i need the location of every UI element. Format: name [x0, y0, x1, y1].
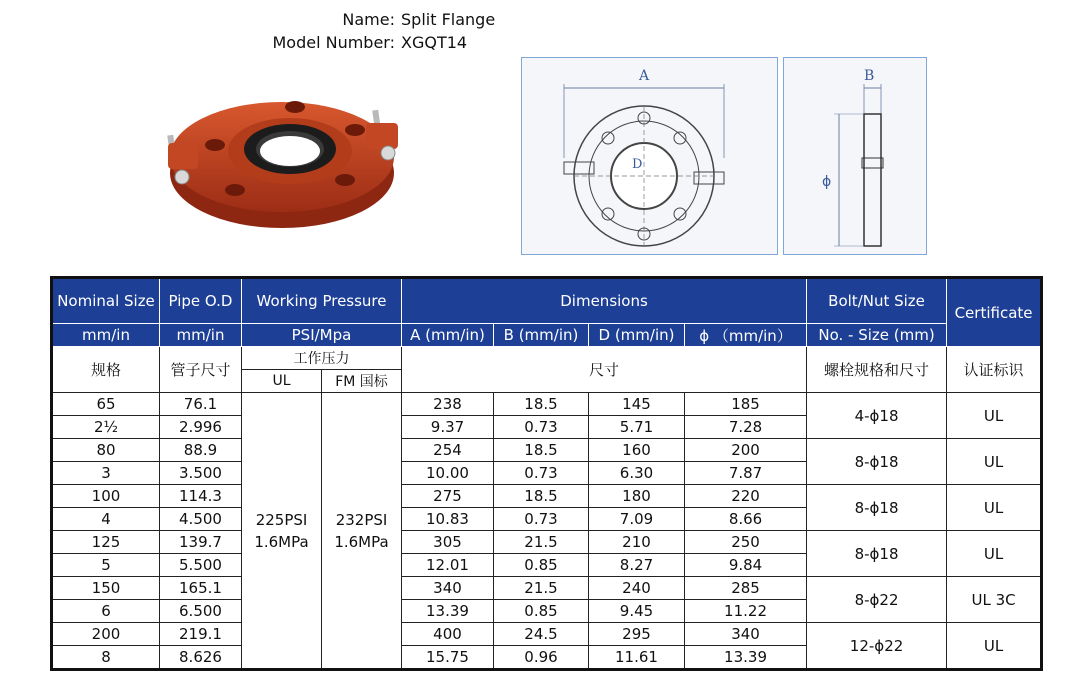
- size-mm: 125: [52, 531, 160, 554]
- od-mm: 114.3: [160, 485, 242, 508]
- size-in: 6: [52, 600, 160, 623]
- table-row: [52, 393, 1042, 416]
- header-pipe-od: Pipe O.D: [160, 278, 242, 324]
- a-mm: 305: [402, 531, 494, 554]
- side-view-svg: [784, 58, 926, 254]
- b-in: 0.85: [494, 600, 589, 623]
- a-mm: 238: [402, 393, 494, 416]
- product-info: [260, 8, 495, 54]
- size-mm: 80: [52, 439, 160, 462]
- bolt-size: 8-ϕ22: [807, 577, 947, 623]
- a-in: 15.75: [402, 646, 494, 670]
- d-mm: 160: [589, 439, 685, 462]
- a-mm: 400: [402, 623, 494, 646]
- size-in: 8: [52, 646, 160, 670]
- unit-nominal: mm/in: [52, 324, 160, 347]
- dimension-d-label: D: [632, 157, 643, 172]
- header-bolt-nut-size: Bolt/Nut Size: [807, 278, 947, 324]
- d-mm: 180: [589, 485, 685, 508]
- d-in: 5.71: [589, 416, 685, 439]
- size-mm: 150: [52, 577, 160, 600]
- unit-a: A (mm/in): [402, 324, 494, 347]
- phi-mm: 220: [685, 485, 807, 508]
- certificate: UL: [947, 531, 1042, 577]
- bolt-size: 8-ϕ18: [807, 531, 947, 577]
- ul-mpa: 1.6MPa: [254, 532, 309, 551]
- cn-nominal: 规格: [52, 347, 160, 393]
- a-mm: 254: [402, 439, 494, 462]
- phi-in: 13.39: [685, 646, 807, 670]
- b-mm: 21.5: [494, 577, 589, 600]
- cn-bolt: 螺栓规格和尺寸: [807, 347, 947, 393]
- bolt-size: 4-ϕ18: [807, 393, 947, 439]
- size-in: 4: [52, 508, 160, 531]
- unit-phi: ϕ （mm/in）: [685, 324, 807, 347]
- cn-certificate: 认证标识: [947, 347, 1042, 393]
- product-name-value: Split Flange: [401, 10, 496, 29]
- front-view-drawing: [521, 57, 778, 255]
- d-in: 11.61: [589, 646, 685, 670]
- od-mm: 88.9: [160, 439, 242, 462]
- phi-in: 9.84: [685, 554, 807, 577]
- cn-pressure: 工作压力: [242, 347, 402, 370]
- phi-mm: 185: [685, 393, 807, 416]
- od-mm: 139.7: [160, 531, 242, 554]
- table-row: [52, 577, 1042, 600]
- b-in: 0.85: [494, 554, 589, 577]
- dimension-b-label: B: [864, 68, 875, 84]
- spec-table: [50, 276, 1043, 671]
- front-view-svg: [522, 58, 777, 254]
- a-in: 13.39: [402, 600, 494, 623]
- d-in: 6.30: [589, 462, 685, 485]
- d-mm: 210: [589, 531, 685, 554]
- table-row: [52, 623, 1042, 646]
- a-in: 10.00: [402, 462, 494, 485]
- size-in: 3: [52, 462, 160, 485]
- size-mm: 100: [52, 485, 160, 508]
- b-mm: 24.5: [494, 623, 589, 646]
- b-mm: 21.5: [494, 531, 589, 554]
- d-mm: 240: [589, 577, 685, 600]
- od-mm: 165.1: [160, 577, 242, 600]
- phi-in: 8.66: [685, 508, 807, 531]
- d-in: 8.27: [589, 554, 685, 577]
- product-name-row: [260, 8, 495, 31]
- cn-pipe-od: 管子尺寸: [160, 347, 242, 393]
- product-name-label: Name:: [342, 10, 395, 29]
- header-nominal-size: Nominal Size: [52, 278, 160, 324]
- fm-mpa: 1.6MPa: [334, 532, 389, 551]
- phi-mm: 340: [685, 623, 807, 646]
- od-in: 8.626: [160, 646, 242, 670]
- od-mm: 219.1: [160, 623, 242, 646]
- phi-in: 7.28: [685, 416, 807, 439]
- od-in: 2.996: [160, 416, 242, 439]
- model-number-row: [260, 31, 495, 54]
- bolt-size: 12-ϕ22: [807, 623, 947, 670]
- b-in: 0.73: [494, 416, 589, 439]
- b-mm: 18.5: [494, 439, 589, 462]
- cn-ul: UL: [242, 370, 322, 393]
- phi-mm: 250: [685, 531, 807, 554]
- od-mm: 76.1: [160, 393, 242, 416]
- model-number-label: Model Number:: [272, 33, 395, 52]
- b-in: 0.96: [494, 646, 589, 670]
- size-in: 5: [52, 554, 160, 577]
- unit-pressure: PSI/Mpa: [242, 324, 402, 347]
- unit-d: D (mm/in): [589, 324, 685, 347]
- size-mm: 65: [52, 393, 160, 416]
- a-in: 10.83: [402, 508, 494, 531]
- bolt-size: 8-ϕ18: [807, 439, 947, 485]
- a-in: 9.37: [402, 416, 494, 439]
- phi-in: 7.87: [685, 462, 807, 485]
- side-view-drawing: [783, 57, 927, 255]
- a-mm: 340: [402, 577, 494, 600]
- unit-b: B (mm/in): [494, 324, 589, 347]
- b-in: 0.73: [494, 462, 589, 485]
- phi-mm: 200: [685, 439, 807, 462]
- dimension-phi-label: ϕ: [822, 174, 832, 190]
- bolt-size: 8-ϕ18: [807, 485, 947, 531]
- phi-in: 11.22: [685, 600, 807, 623]
- d-mm: 295: [589, 623, 685, 646]
- fm-pressure: [322, 393, 402, 670]
- ul-psi: 225PSI: [255, 510, 308, 529]
- phi-mm: 285: [685, 577, 807, 600]
- model-number-value: XGQT14: [401, 33, 468, 52]
- cn-dimensions: 尺寸: [402, 347, 807, 393]
- od-in: 4.500: [160, 508, 242, 531]
- table-row: [52, 531, 1042, 554]
- size-mm: 200: [52, 623, 160, 646]
- table-row: [52, 485, 1042, 508]
- certificate: UL: [947, 485, 1042, 531]
- od-in: 3.500: [160, 462, 242, 485]
- certificate: UL: [947, 393, 1042, 439]
- b-mm: 18.5: [494, 393, 589, 416]
- b-mm: 18.5: [494, 485, 589, 508]
- od-in: 5.500: [160, 554, 242, 577]
- d-in: 9.45: [589, 600, 685, 623]
- a-mm: 275: [402, 485, 494, 508]
- certificate: UL: [947, 623, 1042, 670]
- d-in: 7.09: [589, 508, 685, 531]
- header-working-pressure: Working Pressure: [242, 278, 402, 324]
- unit-bolt: No. - Size (mm): [807, 324, 947, 347]
- b-in: 0.73: [494, 508, 589, 531]
- dimension-a-label: A: [639, 68, 650, 84]
- split-flange-photo: [160, 85, 410, 245]
- fm-psi: 232PSI: [335, 510, 388, 529]
- cn-fm: FM 国标: [322, 370, 402, 393]
- ul-pressure: [242, 393, 322, 670]
- certificate: UL 3C: [947, 577, 1042, 623]
- table-row: [52, 439, 1042, 462]
- size-in: 2½: [52, 416, 160, 439]
- od-in: 6.500: [160, 600, 242, 623]
- header-dimensions: Dimensions: [402, 278, 807, 324]
- unit-pipe-od: mm/in: [160, 324, 242, 347]
- certificate: UL: [947, 439, 1042, 485]
- a-in: 12.01: [402, 554, 494, 577]
- header-certificate: Certificate: [947, 278, 1042, 347]
- d-mm: 145: [589, 393, 685, 416]
